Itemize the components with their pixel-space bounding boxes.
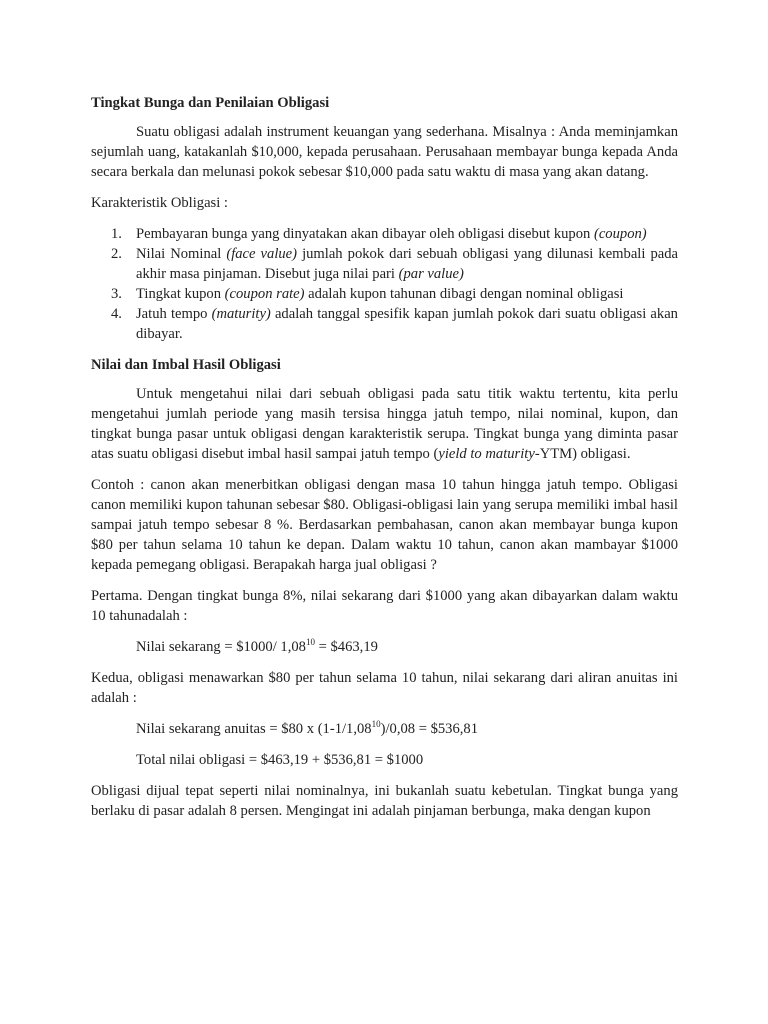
document-page (91, 85, 678, 832)
conclusion-paragraph: Obligasi dijual tepat seperti nilai nominalnya, ini bukanlah suatu kebetulan. Tingkat bunga yang berlaku di pasar adalah 8 persen. Mengingat ini adalah pinjaman berbunga, maka dengan kupon (91, 783, 678, 819)
characteristics-label: Karakteristik Obligasi : (91, 195, 228, 211)
characteristics-list (91, 224, 678, 344)
section-title-bond-yield: Nilai dan Imbal Hasil Obligasi (91, 357, 281, 373)
ytm-paragraph: Untuk mengetahui nilai dari sebuah obligasi pada satu titik waktu tertentu, kita perlu mengetahui jumlah periode yang masih tersisa hingga jatuh tempo, nilai nominal, kupon, dan tingkat bunga pasar untuk obligasi dengan karakteristik serupa. Tingkat bunga yang diminta pasar atas suatu obligasi disebut imbal hasil sampai jatuh tempo (yield to maturity-YTM) obligasi. (91, 386, 678, 462)
list-item: 1. Pembayaran bunga yang dinyatakan akan dibayar oleh obligasi disebut kupon (coupon) (111, 226, 647, 242)
list-item: 4. Jatuh tempo (maturity) adalah tanggal spesifik kapan jumlah pokok dari suatu obligasi akan dibayar. (111, 306, 678, 342)
present-value-equation: Nilai sekarang = $1000/ $1,08^{10}$ = $463,19 (136, 637, 378, 655)
annuity-equation: Nilai sekarang anuitas = $80 x $(1-1/1,08^{10})/0,08$ = $536,81 (136, 719, 479, 737)
example-paragraph: Contoh : canon akan menerbitkan obligasi dengan masa 10 tahun hingga jatuh tempo. Obligasi canon memiliki kupon tahunan sebesar $80. Obligasi-obligasi lain yang serupa memiliki imbal hasil sampai jatuh tempo sebesar 8 %. Berdasarkan pembahasan, canon akan membayar bunga kupon $80 per tahun selama 10 tahun ke depan. Dalam waktu 10 tahun, canon akan mambayar $1000 kepada pemegang obligasi. Berapakah harga jual obligasi ? (91, 477, 678, 573)
list-item: 2. Nilai Nominal (face value) jumlah pokok dari sebuah obligasi yang dilunasi kembali pada akhir masa pinjaman. Disebut juga nilai pari (par value) (111, 246, 678, 282)
intro-paragraph: Suatu obligasi adalah instrument keuangan yang sederhana. Misalnya : Anda meminjamkan sejumlah uang, katakanlah $10,000, kepada perusahaan. Perusahaan membayar bunga kepada Anda secara berkala dan melunasi pokok sebesar $10,000 pada satu waktu di masa yang akan datang. (91, 124, 678, 180)
first-step-paragraph: Pertama. Dengan tingkat bunga 8%, nilai sekarang dari $1000 yang akan dibayarkan dalam waktu 10 tahunadalah : (91, 588, 678, 624)
section-title-bond-valuation: Tingkat Bunga dan Penilaian Obligasi (91, 95, 330, 111)
second-step-paragraph: Kedua, obligasi menawarkan $80 per tahun selama 10 tahun, nilai sekarang dari aliran anuitas ini adalah : (91, 670, 678, 706)
list-item: 3. Tingkat kupon (coupon rate) adalah kupon tahunan dibagi dengan nominal obligasi (111, 286, 624, 302)
total-value-equation: Total nilai obligasi = $463,19 + $536,81 = $1000 (136, 752, 424, 768)
